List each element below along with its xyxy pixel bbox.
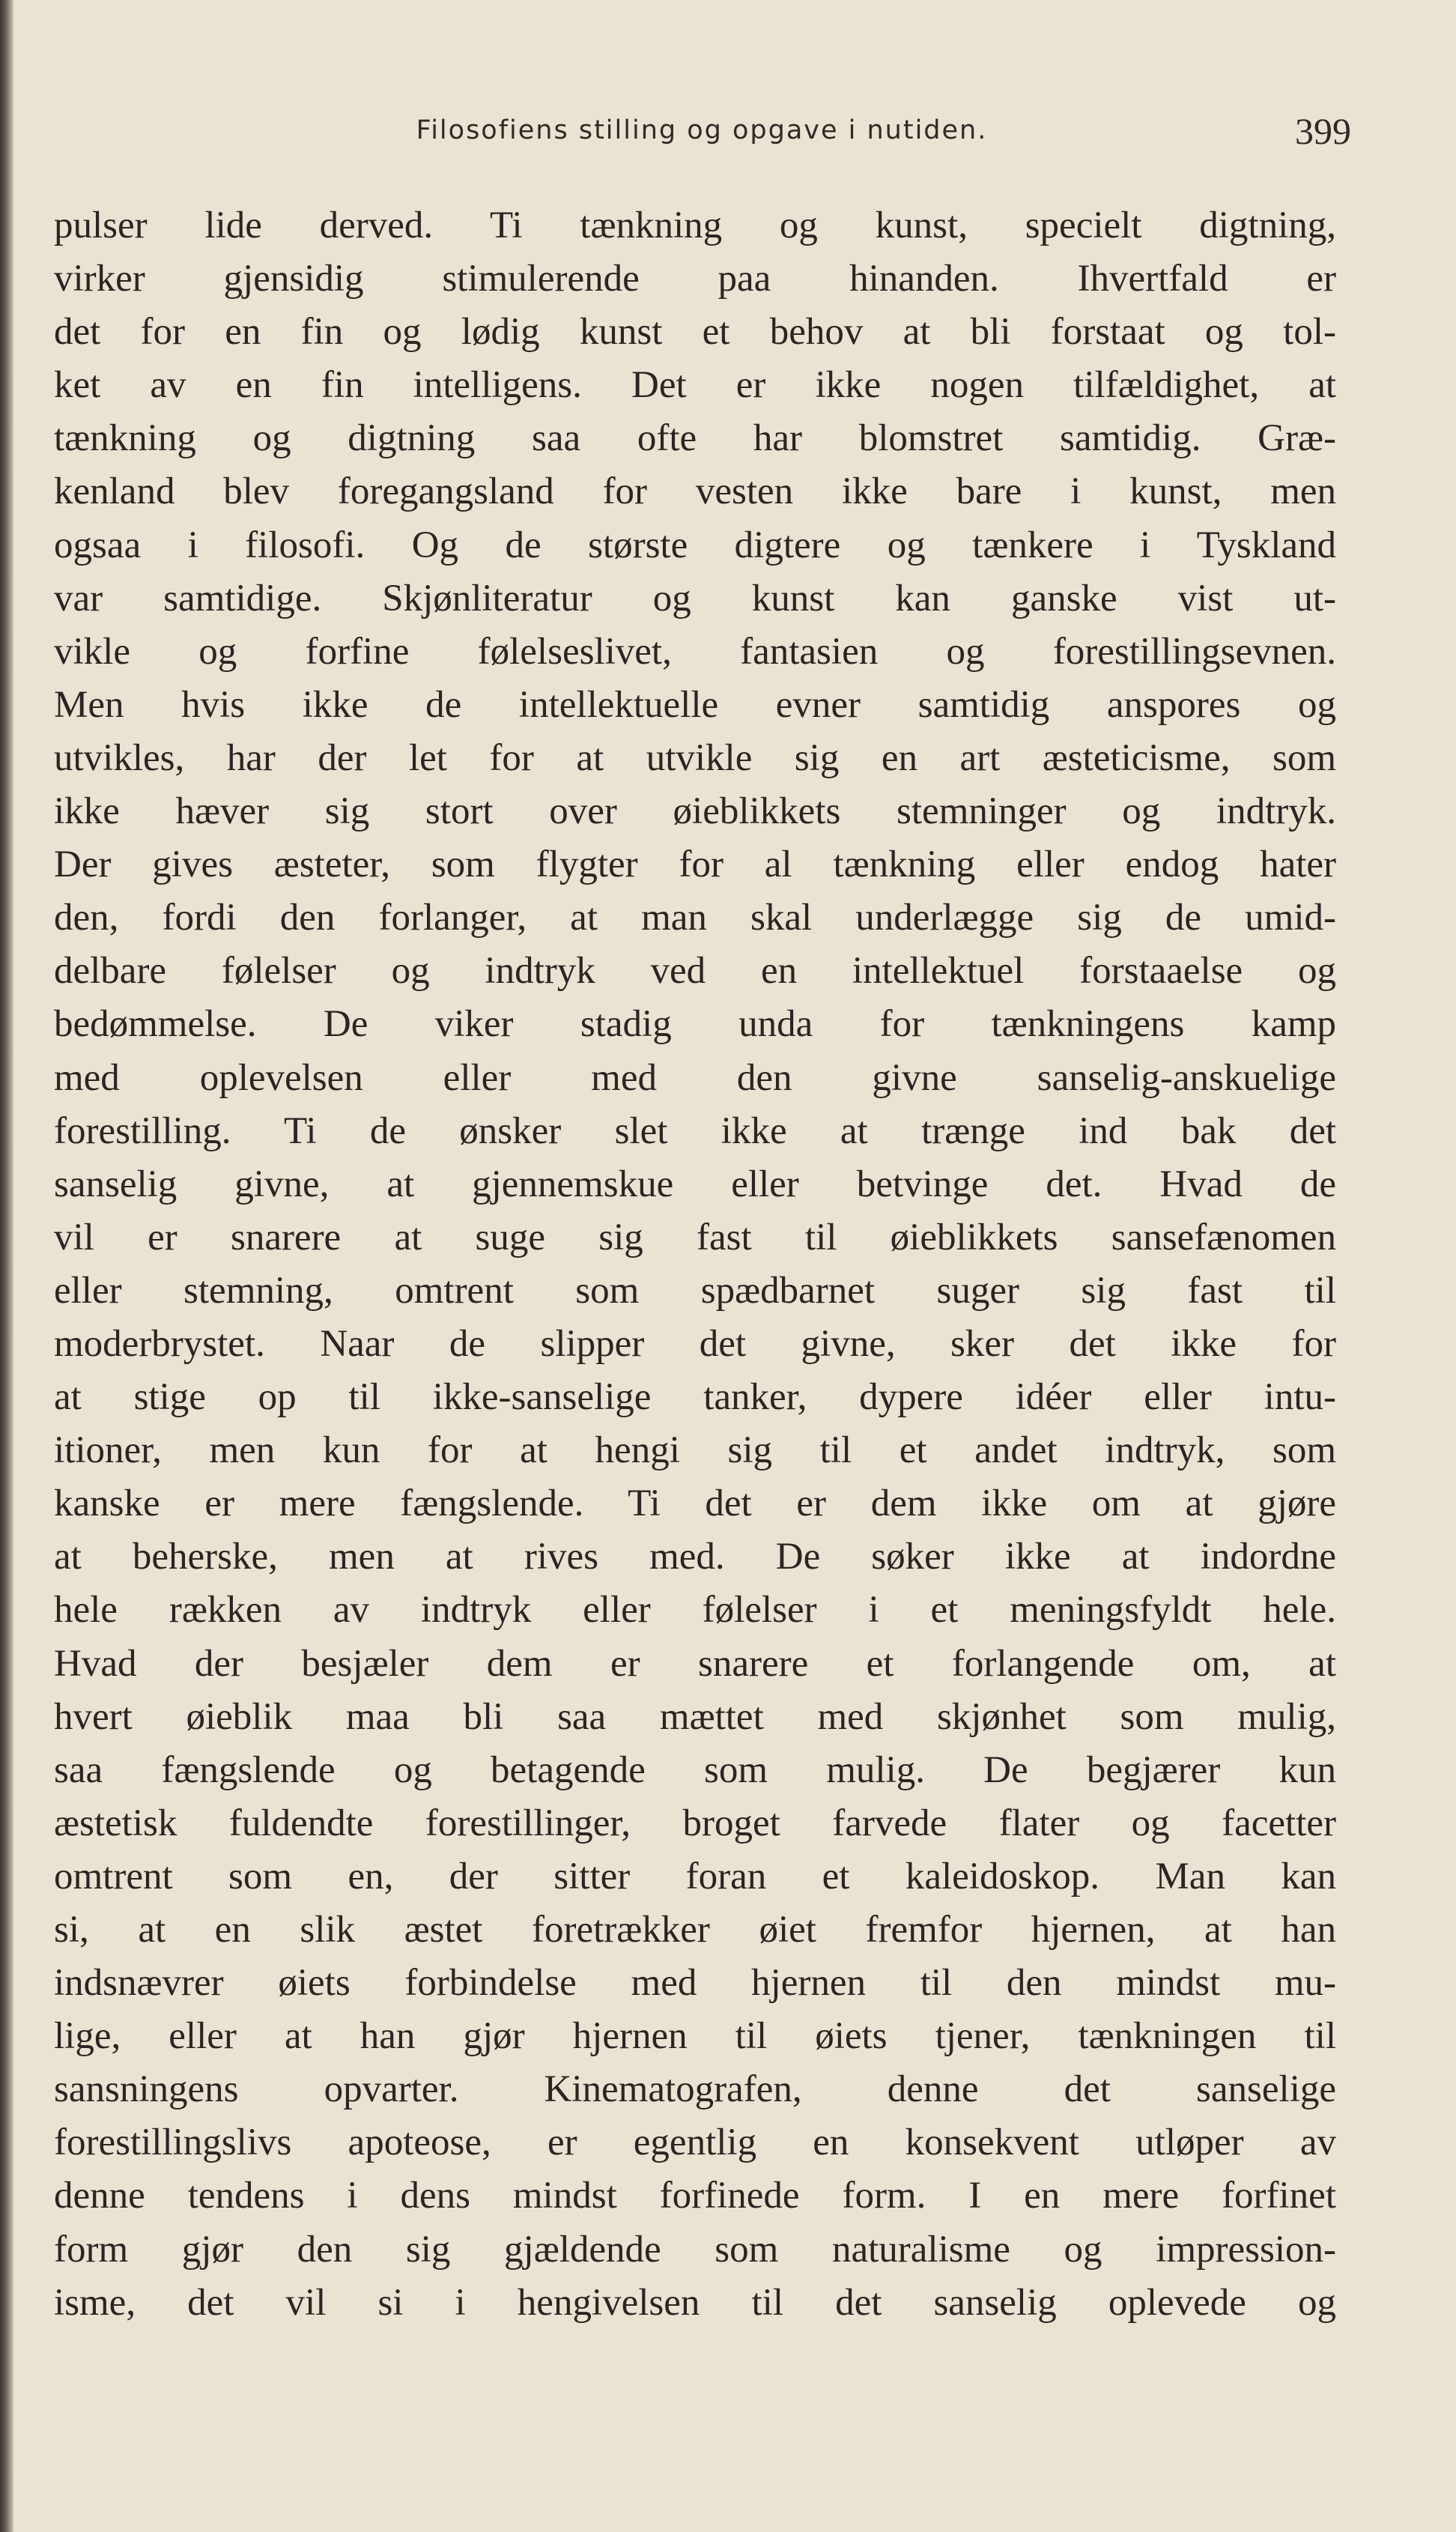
text-line: si, at en slik æstet foretrækker øiet fremfor hjernen, at han	[54, 1909, 1336, 1951]
text-line: bedømmelse. De viker stadig unda for tænkningens kamp	[54, 1003, 1336, 1046]
text-line: saa fængslende og betagende som mulig. De begjærer kun	[54, 1748, 1336, 1791]
text-line: lige, eller at han gjør hjernen til øiets tjener, tænkningen til	[54, 2015, 1336, 2058]
text-line: ogsaa i filosofi. Og de største digtere og tænkere i Tyskland	[54, 524, 1336, 566]
body-text	[54, 199, 1336, 2330]
text-line: vil er snarere at suge sig fast til øieblikkets sansefænomen	[54, 1216, 1336, 1259]
text-line: eller stemning, omtrent som spædbarnet suger sig fast til	[54, 1269, 1336, 1312]
text-line: at beherske, men at rives med. De søker ikke at indordne	[54, 1536, 1336, 1578]
text-line: det for en fin og lødig kunst et behov at bli forstaat og tol-	[54, 311, 1336, 354]
text-line: hele rækken av indtryk eller følelser i et meningsfyldt hele.	[54, 1589, 1336, 1632]
text-line: den, fordi den forlanger, at man skal underlægge sig de umid-	[54, 897, 1336, 939]
text-line: hvert øieblik maa bli saa mættet med skjønhet som mulig,	[54, 1695, 1336, 1738]
text-line: ket av en fin intelligens. Det er ikke nogen tilfældighet, at	[54, 364, 1336, 407]
running-head	[52, 109, 1351, 162]
text-line: sansningens opvarter. Kinematografen, denne det sanselige	[54, 2068, 1336, 2111]
text-line: at stige op til ikke-sanselige tanker, dypere idéer eller intu-	[54, 1376, 1336, 1419]
text-line: æstetisk fuldendte forestillinger, broget farvede flater og facetter	[54, 1802, 1336, 1844]
text-line: pulser lide derved. Ti tænkning og kunst, specielt digtning,	[54, 205, 1336, 246]
text-line: Hvad der besjæler dem er snarere et forlangende om, at	[54, 1642, 1336, 1685]
text-line: sanselig givne, at gjennemskue eller betvinge det. Hvad de	[54, 1163, 1336, 1205]
text-line: forestillingslivs apoteose, er egentlig en konsekvent utløper av	[54, 2121, 1336, 2164]
text-line: indsnævrer øiets forbindelse med hjernen til den mindst mu-	[54, 1962, 1336, 2005]
text-line: kenland blev foregangsland for vesten ikke bare i kunst, men	[54, 470, 1336, 513]
text-line: Der gives æsteter, som flygter for al tænkning eller endog hater	[54, 844, 1336, 886]
text-line: omtrent som en, der sitter foran et kaleidoskop. Man kan	[54, 1855, 1336, 1898]
text-line: tænkning og digtning saa ofte har blomstret samtidig. Græ-	[54, 417, 1336, 460]
text-line: isme, det vil si i hengivelsen til det sanselig oplevede og	[54, 2281, 1336, 2324]
text-line: form gjør den sig gjældende som naturalisme og impression-	[54, 2228, 1336, 2271]
text-line: Men hvis ikke de intellektuelle evner samtidig anspores og	[54, 683, 1336, 726]
text-line: forestilling. Ti de ønsker slet ikke at trænge ind bak det	[54, 1109, 1336, 1152]
text-line: utvikles, har der let for at utvikle sig en art æsteticisme, som	[54, 736, 1336, 779]
text-line: kanske er mere fængslende. Ti det er dem ikke om at gjøre	[54, 1482, 1336, 1525]
text-line: denne tendens i dens mindst forfinede form. I en mere forfinet	[54, 2175, 1336, 2217]
text-line: med oplevelsen eller med den givne sanselig-anskuelige	[54, 1056, 1336, 1099]
text-line: itioner, men kun for at hengi sig til et andet indtryk, som	[54, 1429, 1336, 1472]
text-line: virker gjensidig stimulerende paa hinanden. Ihvertfald er	[54, 258, 1336, 300]
text-line: delbare følelser og indtryk ved en intellektuel forstaaelse og	[54, 950, 1336, 993]
text-line: ikke hæver sig stort over øieblikkets stemninger og indtryk.	[54, 790, 1336, 833]
page-number: 399	[1295, 110, 1351, 152]
text-line: vikle og forfine følelseslivet, fantasien og forestillingsevnen.	[54, 630, 1336, 673]
text-line: var samtidige. Skjønliteratur og kunst kan ganske vist ut-	[54, 577, 1336, 620]
text-line: moderbrystet. Naar de slipper det givne, sker det ikke for	[54, 1322, 1336, 1365]
running-title: Filosofiens stilling og opgave i nutiden.	[416, 115, 988, 145]
